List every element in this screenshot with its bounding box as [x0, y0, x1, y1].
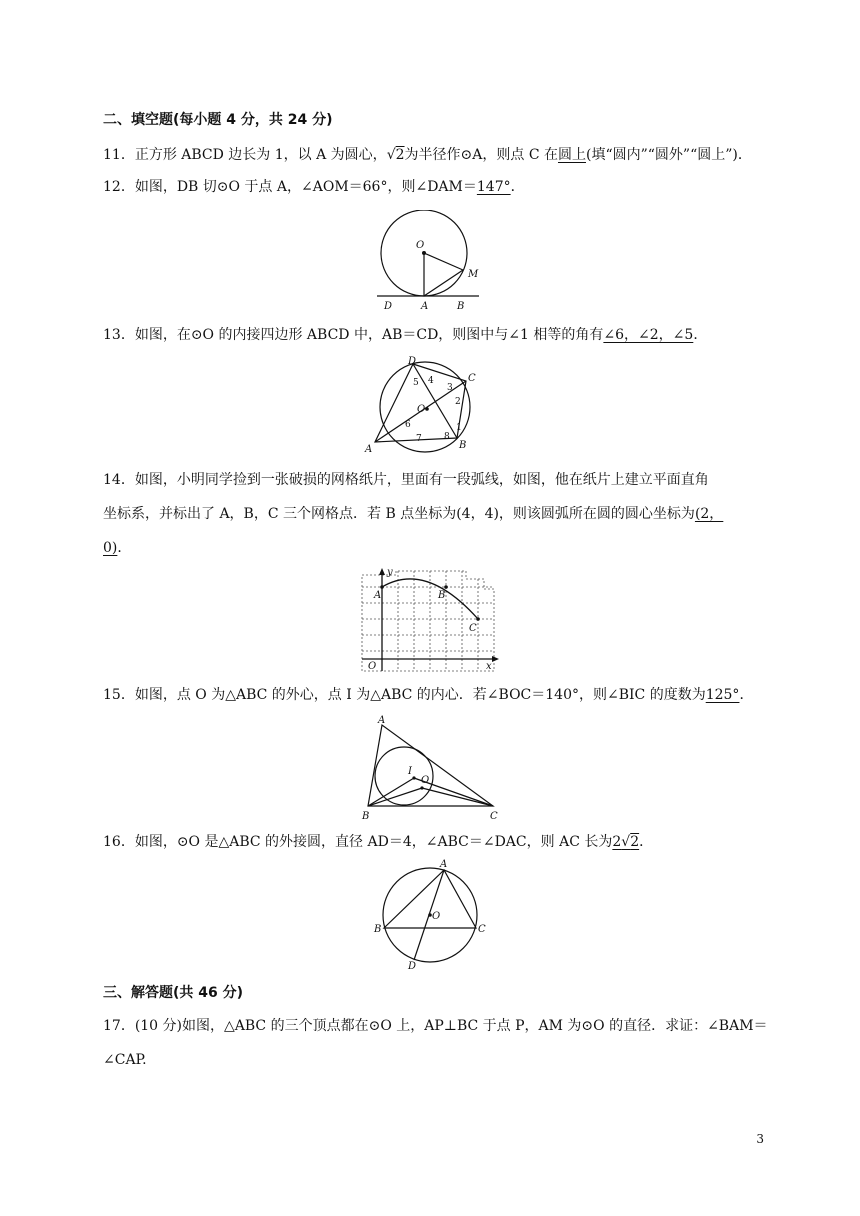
- q15-label-a: A: [378, 715, 386, 726]
- q16-label-a: A: [440, 859, 448, 870]
- q13-label-b: B: [459, 440, 467, 451]
- q16-text: 16．如图，⊙O 是△ABC 的外接圆，直径 AD＝4，∠ABC＝∠DAC，则 AC 长为: [103, 834, 613, 850]
- q13-label-6: 6: [405, 420, 411, 430]
- question-17-line-2: ∠CAP.: [103, 1052, 147, 1068]
- question-14-line-2: [103, 504, 723, 524]
- q13-label-a: A: [365, 444, 373, 455]
- q12-answer: 147°: [476, 179, 511, 195]
- q13-label-3: 3: [447, 383, 453, 393]
- q15-answer: 125°: [705, 687, 740, 703]
- q13-label-d: D: [408, 356, 417, 367]
- q13-label-1: 1: [456, 423, 462, 433]
- q15-figure: [358, 712, 508, 822]
- q12-text: 12．如图，DB 切⊙O 于点 A，∠AOM＝66°，则∠DAM＝: [103, 179, 477, 195]
- q16-tail: ．: [639, 834, 654, 850]
- q11-text-pre: 11．正方形 ABCD 边长为 1，以 A 为圆心，: [103, 147, 387, 163]
- q13-figure: [355, 355, 481, 455]
- q16-label-d: D: [408, 961, 417, 972]
- question-14-line-3: [103, 538, 131, 558]
- q14-label-b: B: [438, 590, 446, 601]
- q12-label-o: O: [416, 240, 425, 251]
- q13-tail: ．: [693, 327, 708, 343]
- q16-figure: [370, 855, 490, 973]
- question-16: [103, 832, 653, 852]
- q14-label-x: x: [486, 661, 492, 672]
- q15-tail: ．: [739, 687, 754, 703]
- q12-label-d: D: [384, 301, 393, 312]
- q11-answer: 圆上: [557, 147, 586, 163]
- q11-tail: (填“圆内”“圆外”“圆上”)．: [585, 147, 752, 163]
- sqrt-sign: √: [621, 834, 631, 850]
- sqrt-sign: √: [386, 147, 396, 163]
- q14-label-a: A: [374, 590, 382, 601]
- q13-text: 13．如图，在⊙O 的内接四边形 ABCD 中，AB＝CD，则图中与∠1 相等的角有: [103, 327, 604, 343]
- q16-label-c: C: [478, 924, 486, 935]
- q14-answer-b: 0): [103, 540, 118, 556]
- q14-figure: [356, 567, 504, 675]
- question-15: [103, 685, 753, 705]
- q16-label-b: B: [374, 924, 382, 935]
- q14-label-y: y: [387, 567, 393, 578]
- q14-tail: ．: [117, 540, 132, 556]
- question-11: [103, 145, 752, 165]
- q13-label-4: 4: [428, 376, 434, 386]
- q15-label-o: O: [421, 775, 430, 786]
- q12-label-b: B: [457, 301, 465, 312]
- section-2-title: 二、填空题(每小题 4 分，共 24 分): [103, 112, 333, 128]
- question-13: [103, 325, 707, 345]
- q15-text: 15．如图，点 O 为△ABC 的外心，点 I 为△ABC 的内心．若∠BOC＝140°，则∠BIC 的度数为: [103, 687, 706, 703]
- q11-text-post: 为半径作⊙A，则点 C 在: [404, 147, 558, 163]
- question-17-line-1: 17．(10 分)如图，△ABC 的三个顶点都在⊙O 上，AP⊥BC 于点 P，AM 为⊙O 的直径．求证：∠BAM＝: [103, 1018, 768, 1034]
- q13-label-8: 8: [444, 432, 450, 442]
- q14-answer-a: (2，: [694, 506, 724, 522]
- question-12: [103, 177, 525, 197]
- q11-root: 2: [395, 147, 405, 163]
- q14-text: 坐标系，并标出了 A，B，C 三个网格点．若 B 点坐标为(4，4)，则该圆弧所在圆的圆心坐标为: [103, 506, 695, 522]
- q13-label-7: 7: [416, 434, 422, 444]
- q12-figure: [375, 210, 485, 316]
- section-3-title: 三、解答题(共 46 分): [103, 985, 244, 1001]
- q14-label-o: O: [368, 661, 377, 672]
- q16-answer: [612, 834, 639, 850]
- q12-tail: ．: [510, 179, 525, 195]
- question-14-line-1: 14．如图，小明同学捡到一张破损的网格纸片，里面有一段弧线，如图，他在纸片上建立平面直角: [103, 472, 709, 488]
- q13-label-c: C: [468, 373, 476, 384]
- q13-label-5: 5: [413, 378, 419, 388]
- page-number: 3: [756, 1132, 764, 1146]
- q15-label-b: B: [362, 811, 370, 822]
- q13-answer: ∠6，∠2，∠5: [603, 327, 694, 343]
- q14-label-c: C: [469, 623, 477, 634]
- q13-label-2: 2: [455, 397, 461, 407]
- q12-label-a: A: [421, 301, 429, 312]
- q12-label-m: M: [468, 269, 479, 280]
- q13-label-o: O: [417, 404, 426, 415]
- q16-answer-int: 2: [612, 834, 622, 850]
- q16-answer-root: 2: [630, 834, 640, 850]
- q15-label-c: C: [490, 811, 498, 822]
- q16-label-o: O: [432, 911, 441, 922]
- q15-label-i: I: [408, 766, 412, 777]
